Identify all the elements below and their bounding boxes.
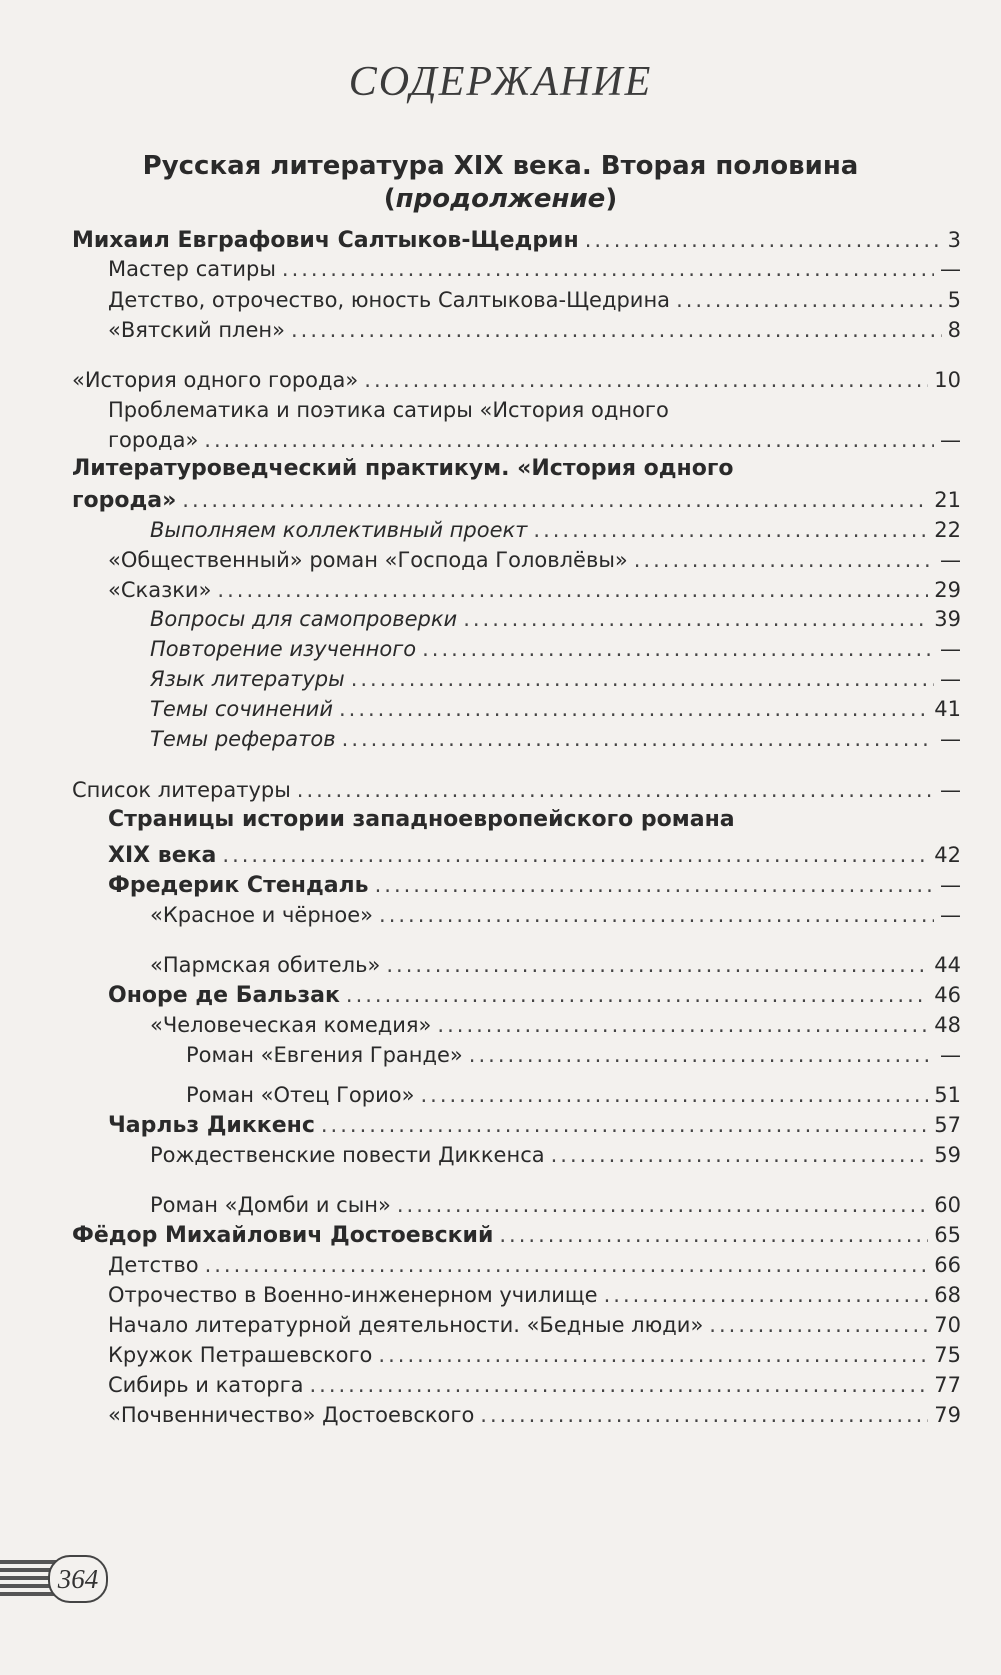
toc-leader-dots bbox=[499, 1220, 928, 1250]
toc-entry bbox=[186, 1080, 961, 1110]
toc-entry-page: 41 bbox=[934, 697, 961, 721]
toc-entry-page: 60 bbox=[934, 1193, 961, 1217]
toc-entry bbox=[108, 285, 961, 315]
toc-entry bbox=[108, 1250, 961, 1280]
section-subtitle-text: продолжение bbox=[395, 184, 606, 214]
toc-leader-dots bbox=[342, 724, 934, 754]
toc-entry-page: — bbox=[940, 778, 961, 802]
toc-entry-label: «История одного города» bbox=[72, 368, 359, 392]
toc-leader-dots bbox=[297, 775, 934, 805]
toc-entry-label: Выполняем коллективный проект bbox=[150, 518, 528, 542]
toc-entry-page: 59 bbox=[934, 1143, 961, 1167]
toc-leader-dots bbox=[375, 870, 934, 900]
toc-entry-label: Фёдор Михайлович Достоевский bbox=[72, 1223, 494, 1248]
toc-entry-page: 68 bbox=[934, 1283, 961, 1307]
toc-entry-page: 79 bbox=[934, 1403, 961, 1427]
toc-entry-page: — bbox=[940, 428, 961, 452]
toc-entry bbox=[72, 485, 961, 515]
toc-entry-label: «Красное и чёрное» bbox=[150, 903, 374, 927]
toc-entry-page: 29 bbox=[934, 578, 961, 602]
toc-entry-label: Мастер сатиры bbox=[108, 257, 276, 281]
toc-entry bbox=[108, 1400, 961, 1430]
toc-leader-dots bbox=[217, 575, 928, 605]
toc-entry bbox=[108, 805, 961, 835]
toc-entry-label: Детство, отрочество, юность Салтыкова-Щедрина bbox=[108, 288, 671, 312]
toc-entry-label: «Вятский плен» bbox=[108, 318, 285, 342]
toc-entry bbox=[150, 694, 961, 724]
toc-leader-dots bbox=[604, 1280, 929, 1310]
toc-leader-dots bbox=[469, 1040, 934, 1070]
toc-entry bbox=[150, 724, 961, 754]
toc-leader-dots bbox=[346, 980, 928, 1010]
toc-entry bbox=[108, 1110, 961, 1140]
toc-entry-page: — bbox=[940, 903, 961, 927]
toc-entry bbox=[108, 840, 961, 870]
toc-entry bbox=[108, 1280, 961, 1310]
toc-entry-page: 51 bbox=[934, 1083, 961, 1107]
toc-leader-dots bbox=[533, 515, 928, 545]
toc-leader-dots bbox=[379, 900, 934, 930]
toc-entry bbox=[108, 545, 961, 575]
toc-leader-dots bbox=[364, 365, 928, 395]
toc-entry-page: 48 bbox=[934, 1013, 961, 1037]
toc-entry bbox=[150, 664, 961, 694]
toc-entry-label: Оноре де Бальзак bbox=[108, 983, 340, 1008]
toc-leader-dots bbox=[585, 225, 942, 255]
toc-entry-label: Детство bbox=[108, 1253, 199, 1277]
section-subtitle-open: ( bbox=[383, 184, 396, 214]
toc-entry bbox=[150, 515, 961, 545]
toc-entry-label: Темы рефератов bbox=[150, 727, 336, 751]
section-title-line: Русская литература XIX века. Вторая половина bbox=[142, 151, 859, 181]
toc-entry bbox=[186, 1040, 961, 1070]
toc-entry-page: 42 bbox=[934, 843, 961, 867]
section-subtitle-close: ) bbox=[605, 184, 618, 214]
toc-leader-dots bbox=[480, 1400, 928, 1430]
toc-entry bbox=[150, 604, 961, 634]
toc-leader-dots bbox=[339, 694, 928, 724]
toc-leader-dots bbox=[422, 634, 934, 664]
toc-entry bbox=[150, 634, 961, 664]
toc-entry-label: Кружок Петрашевского bbox=[108, 1343, 373, 1367]
toc-entry-page: 8 bbox=[947, 318, 961, 342]
toc-entry-label: Список литературы bbox=[72, 778, 291, 802]
toc-entry-label: «Почвенничество» Достоевского bbox=[108, 1403, 475, 1427]
toc-leader-dots bbox=[204, 425, 934, 455]
toc-entry-label: Литературоведческий практикум. «История одного bbox=[72, 456, 734, 481]
toc-entry bbox=[150, 950, 961, 980]
toc-entry-label: «Пармская обитель» bbox=[150, 953, 381, 977]
toc-entry-page: 5 bbox=[947, 288, 961, 312]
toc-leader-dots bbox=[182, 485, 928, 515]
toc-leader-dots bbox=[551, 1140, 929, 1170]
toc-leader-dots bbox=[386, 950, 928, 980]
toc-leader-dots bbox=[321, 1110, 928, 1140]
toc-entry bbox=[108, 1310, 961, 1340]
toc-entry-label: Роман «Отец Горио» bbox=[186, 1083, 415, 1107]
toc-entry-page: — bbox=[940, 637, 961, 661]
toc-entry-label: города» bbox=[108, 428, 199, 452]
toc-leader-dots bbox=[378, 1340, 928, 1370]
toc-entry-label: Темы сочинений bbox=[150, 697, 333, 721]
toc-entry-label: «Сказки» bbox=[108, 578, 212, 602]
toc-entry bbox=[108, 980, 961, 1010]
toc-entry bbox=[150, 1140, 961, 1170]
toc-leader-dots bbox=[222, 840, 928, 870]
toc-entry-label: Фредерик Стендаль bbox=[108, 873, 369, 898]
toc-entry-page: 10 bbox=[934, 368, 961, 392]
toc-entry bbox=[150, 1190, 961, 1220]
toc-entry-label: Чарльз Диккенс bbox=[108, 1113, 315, 1138]
toc-entry-page: 57 bbox=[934, 1113, 961, 1137]
toc-entry-label: Язык литературы bbox=[150, 667, 345, 691]
toc-entry-page: — bbox=[940, 873, 961, 897]
toc-entry-label: Сибирь и каторга bbox=[108, 1373, 304, 1397]
toc-entry-label: Отрочество в Военно-инженерном училище bbox=[108, 1283, 598, 1307]
toc-entry-label: Страницы истории западноевропейского романа bbox=[108, 807, 735, 832]
toc-entry-page: 39 bbox=[934, 607, 961, 631]
toc-entry bbox=[72, 775, 961, 805]
toc-entry bbox=[108, 870, 961, 900]
toc-entry-label: города» bbox=[72, 488, 177, 513]
toc-entry-label: Начало литературной деятельности. «Бедные люди» bbox=[108, 1313, 704, 1337]
toc-entry bbox=[72, 365, 961, 395]
toc-leader-dots bbox=[437, 1010, 928, 1040]
toc-entry-page: 21 bbox=[934, 488, 961, 512]
toc-entry-page: 46 bbox=[934, 983, 961, 1007]
toc-entry bbox=[108, 1340, 961, 1370]
toc-entry-page: 65 bbox=[934, 1223, 961, 1247]
toc-leader-dots bbox=[634, 545, 934, 575]
toc-entry-page: — bbox=[940, 548, 961, 572]
page-number: 364 bbox=[48, 1555, 108, 1603]
toc-entry bbox=[150, 1010, 961, 1040]
page-title: СОДЕРЖАНИЕ bbox=[348, 59, 653, 105]
toc-leader-dots bbox=[397, 1190, 928, 1220]
toc-leader-dots bbox=[309, 1370, 928, 1400]
toc-entry-page: 77 bbox=[934, 1373, 961, 1397]
toc-entry-page: — bbox=[940, 727, 961, 751]
toc-entry-label: Повторение изученного bbox=[150, 637, 417, 661]
toc-entry-page: — bbox=[940, 1043, 961, 1067]
toc-entry-label: «Человеческая комедия» bbox=[150, 1013, 432, 1037]
toc-entry-page: 3 bbox=[947, 228, 961, 252]
toc-entry-label: XIX века bbox=[108, 843, 217, 868]
toc-leader-dots bbox=[351, 664, 934, 694]
toc-entry bbox=[108, 315, 961, 345]
toc-entry bbox=[108, 395, 961, 425]
toc-leader-dots bbox=[420, 1080, 928, 1110]
toc-entry-page: 66 bbox=[934, 1253, 961, 1277]
toc-entry-page: — bbox=[940, 257, 961, 281]
toc-entry-page: 75 bbox=[934, 1343, 961, 1367]
toc-entry bbox=[108, 575, 961, 605]
toc-leader-dots bbox=[463, 604, 928, 634]
toc-entry-page: — bbox=[940, 667, 961, 691]
toc-leader-dots bbox=[282, 254, 934, 284]
toc-entry-label: «Общественный» роман «Господа Головлёвы» bbox=[108, 548, 628, 572]
toc-entry-page: 44 bbox=[934, 953, 961, 977]
toc-entry bbox=[108, 254, 961, 284]
toc-entry bbox=[150, 900, 961, 930]
toc-entry-label: Михаил Евграфович Салтыков-Щедрин bbox=[72, 228, 579, 253]
toc-entry bbox=[108, 1370, 961, 1400]
toc-leader-dots bbox=[205, 1250, 929, 1280]
toc-entry-label: Проблематика и поэтика сатиры «История одного bbox=[108, 398, 669, 422]
toc-entry-label: Роман «Евгения Гранде» bbox=[186, 1043, 463, 1067]
toc-leader-dots bbox=[709, 1310, 928, 1340]
toc-entry-label: Рождественские повести Диккенса bbox=[150, 1143, 545, 1167]
toc-leader-dots bbox=[676, 285, 942, 315]
toc-entry-label: Вопросы для самопроверки bbox=[150, 607, 458, 631]
toc-entry bbox=[108, 425, 961, 455]
toc-entry bbox=[72, 454, 961, 484]
toc-entry-page: 22 bbox=[934, 518, 961, 542]
toc-entry bbox=[72, 1220, 961, 1250]
toc-entry-page: 70 bbox=[934, 1313, 961, 1337]
toc-entry bbox=[72, 225, 961, 255]
toc-leader-dots bbox=[291, 315, 942, 345]
toc-entry-label: Роман «Домби и сын» bbox=[150, 1193, 391, 1217]
